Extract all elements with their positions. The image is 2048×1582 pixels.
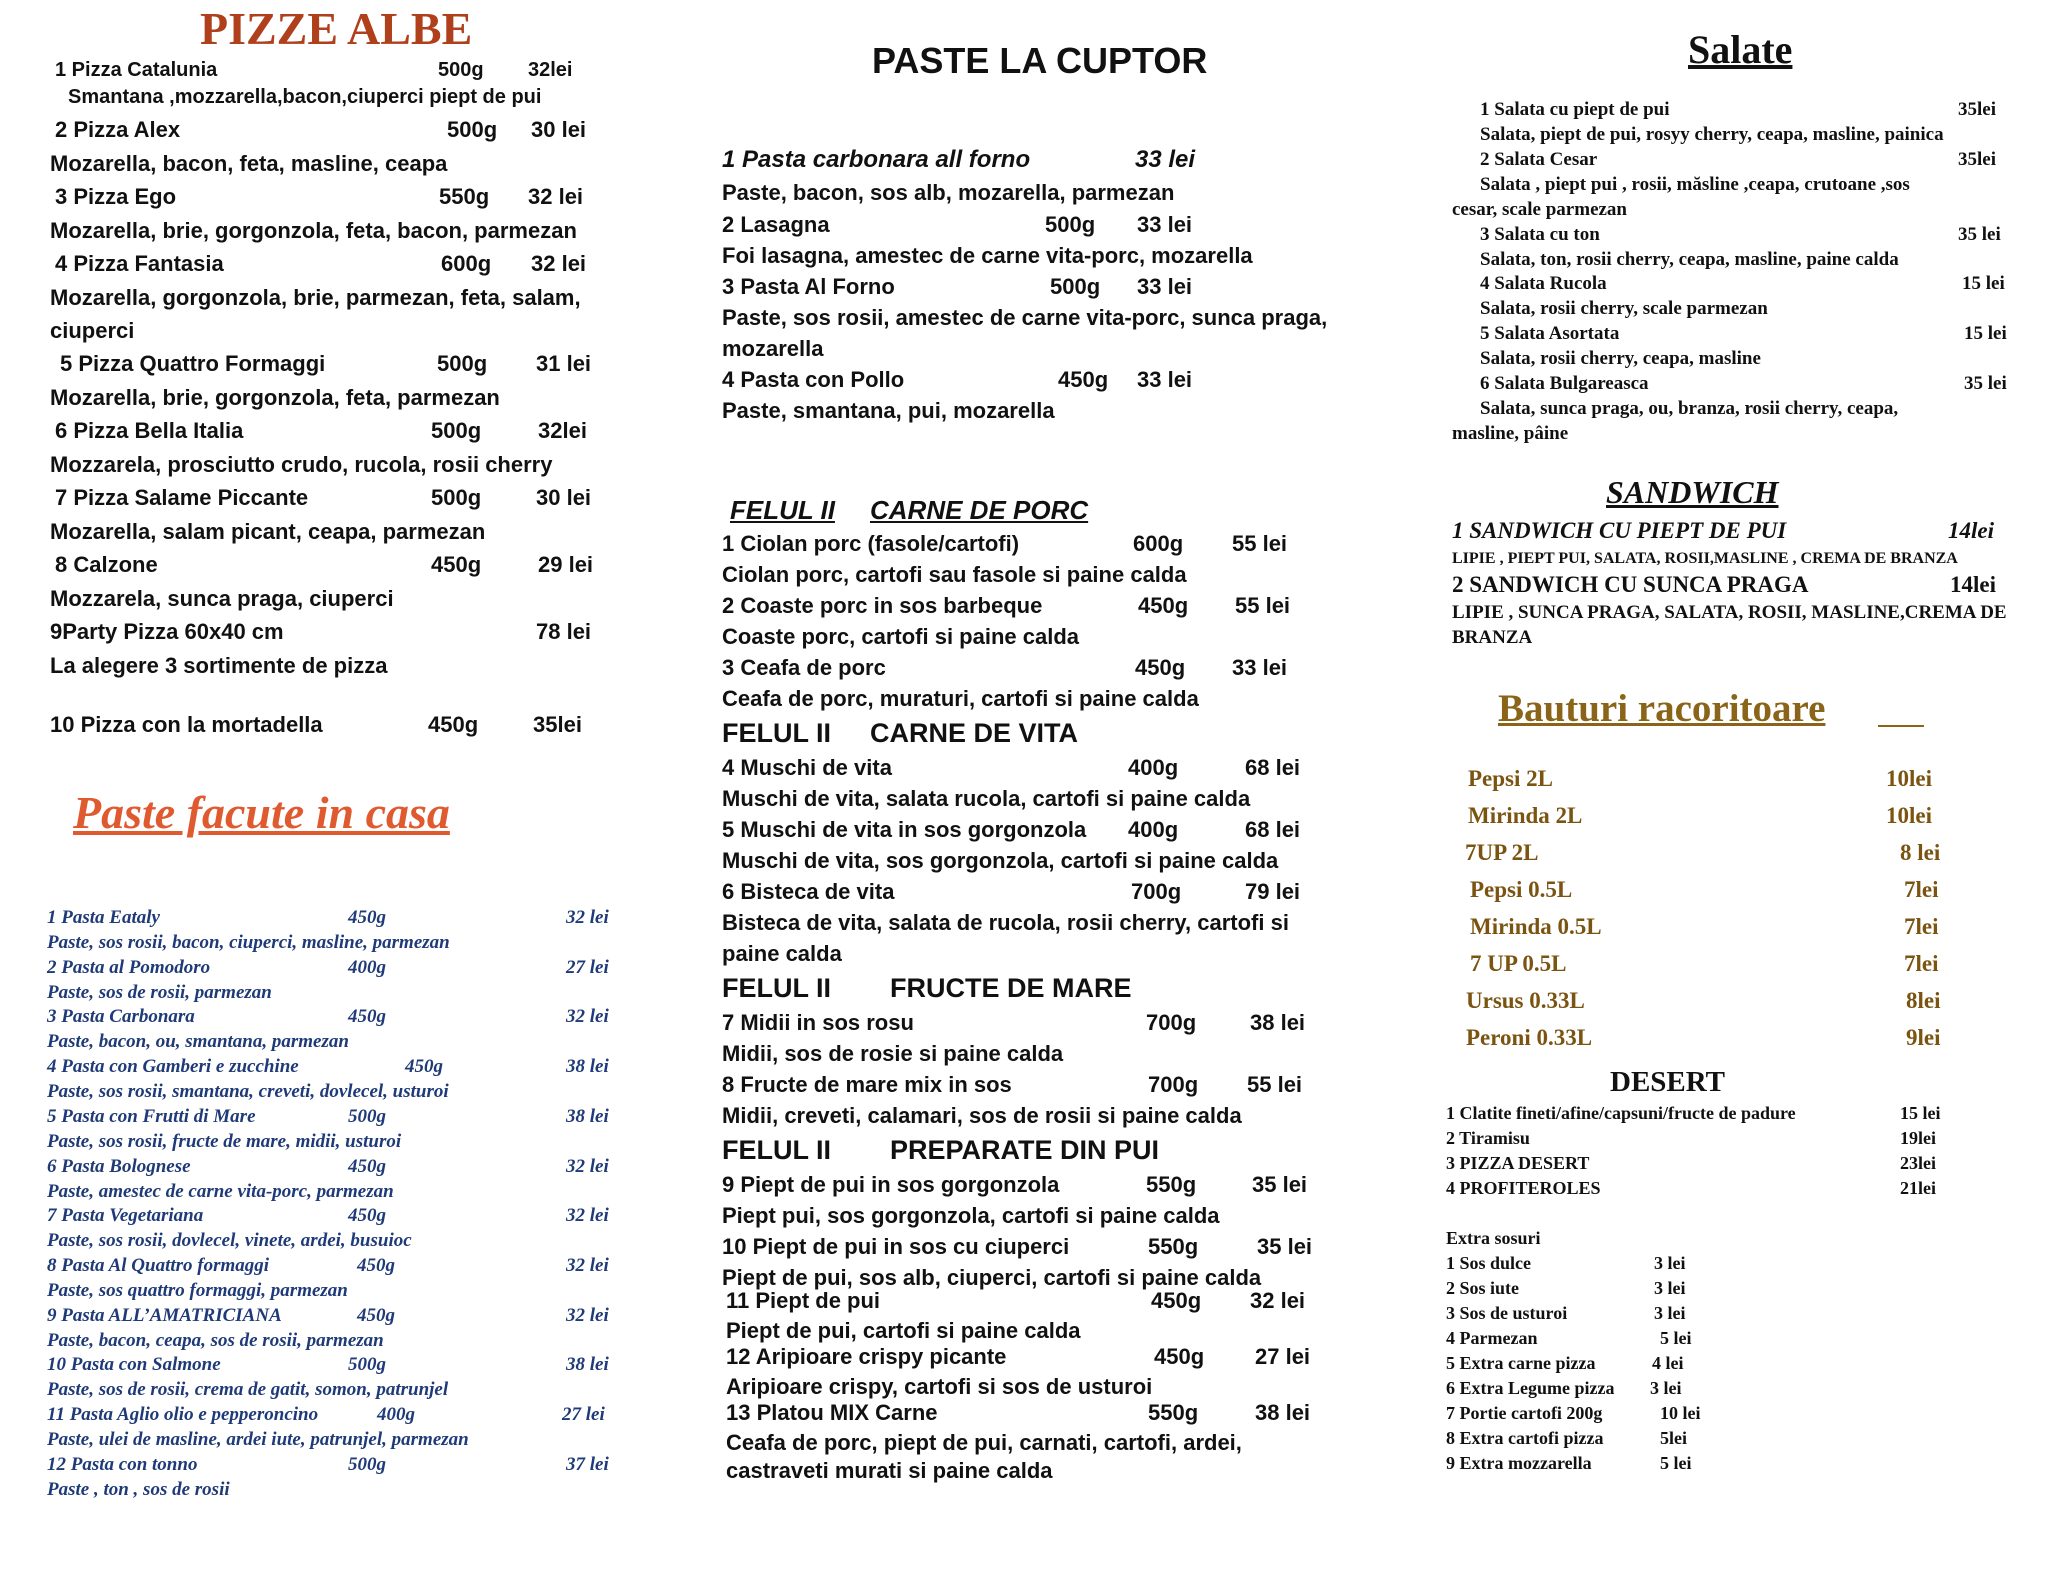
pasta-name: 1 Pasta Eataly — [47, 907, 160, 928]
pizza-desc: La alegere 3 sortimente de pizza — [50, 653, 388, 678]
cuptor-name: 3 Pasta Al Forno — [722, 274, 895, 299]
extra-title: Extra sosuri — [1446, 1228, 1541, 1248]
pasta-weight: 500g — [348, 1454, 386, 1475]
pizza-price: 30 lei — [531, 117, 587, 142]
dish-desc: Aripioare crispy, cartofi si sos de usturoi — [726, 1374, 1153, 1399]
dish-name: 3 Ceafa de porc — [722, 655, 886, 680]
cuptor-desc: Foi lasagna, amestec de carne vita-porc, mozarella — [722, 243, 1253, 268]
drink-name: Pepsi 0.5L — [1470, 877, 1573, 902]
cuptor-price: 33 lei — [1137, 367, 1193, 392]
salata-price: 35 lei — [1958, 224, 2001, 245]
pizza-desc: Mozarella, brie, gorgonzola, feta, bacon, parmezan — [50, 218, 577, 243]
salata-name: 1 Salata cu piept de pui — [1480, 99, 1670, 120]
salata-desc: masline, pâine — [1452, 423, 1569, 444]
pasta-price: 38 lei — [566, 1106, 609, 1127]
pizza-weight: 500g — [438, 59, 484, 81]
salata-price: 35lei — [1958, 149, 1996, 170]
dish-weight: 700g — [1131, 879, 1182, 904]
cuptor-desc: mozarella — [722, 336, 824, 361]
pasta-weight: 400g — [377, 1404, 415, 1425]
desert-name: 2 Tiramisu — [1446, 1128, 1530, 1148]
pasta-weight: 450g — [348, 907, 386, 928]
dish-price: 55 lei — [1247, 1072, 1303, 1097]
pizza-weight: 500g — [431, 418, 482, 443]
porc-title-a: FELUL II — [730, 495, 835, 525]
salata-price: 15 lei — [1964, 323, 2007, 344]
pizza-desc: Mozzarela, sunca praga, ciuperci — [50, 586, 394, 611]
pasta-name: 7 Pasta Vegetariana — [47, 1205, 204, 1226]
pui-title-b: PREPARATE DIN PUI — [890, 1135, 1160, 1165]
pizza-name: 10 Pizza con la mortadella — [50, 712, 323, 737]
pasta-price: 32 lei — [566, 1006, 609, 1027]
dish-weight: 600g — [1133, 531, 1184, 556]
dish-weight: 450g — [1154, 1344, 1205, 1369]
dish-name: 13 Platou MIX Carne — [726, 1400, 938, 1425]
dish-price: 38 lei — [1255, 1400, 1311, 1425]
desert-price: 15 lei — [1900, 1103, 1941, 1123]
cuptor-name: 1 Pasta carbonara all forno — [722, 146, 1031, 173]
pasta-name: 4 Pasta con Gamberi e zucchine — [47, 1056, 299, 1077]
pasta-name: 3 Pasta Carbonara — [47, 1006, 195, 1027]
drink-name: Mirinda 0.5L — [1470, 914, 1602, 939]
drink-name: 7 UP 0.5L — [1470, 951, 1567, 976]
cuptor-desc: Paste, bacon, sos alb, mozarella, parmezan — [722, 180, 1175, 205]
extra-name: 6 Extra Legume pizza — [1446, 1378, 1615, 1398]
pasta-price: 32 lei — [566, 907, 609, 928]
salata-desc: Salata, ton, rosii cherry, ceapa, masline, paine calda — [1480, 249, 1899, 270]
desert-title: DESERT — [1610, 1066, 1726, 1098]
dish-name: 7 Midii in sos rosu — [722, 1010, 914, 1035]
porc-title-b: CARNE DE PORC — [870, 495, 1089, 525]
drink-price: 7lei — [1904, 951, 1939, 976]
pizza-price: 35lei — [533, 712, 582, 737]
pasta-desc: Paste, sos quattro formaggi, parmezan — [47, 1280, 348, 1301]
pizza-price: 32 lei — [531, 251, 587, 276]
extra-price: 10 lei — [1660, 1403, 1701, 1423]
pizza-name: 9Party Pizza 60x40 cm — [50, 619, 284, 644]
pasta-weight: 450g — [405, 1056, 443, 1077]
pasta-name: 12 Pasta con tonno — [47, 1454, 198, 1475]
pasta-desc: Paste, amestec de carne vita-porc, parmezan — [47, 1181, 394, 1202]
pasta-price: 38 lei — [566, 1354, 609, 1375]
salata-desc: cesar, scale parmezan — [1452, 199, 1627, 220]
salata-name: 2 Salata Cesar — [1480, 149, 1598, 170]
dish-weight: 550g — [1148, 1400, 1199, 1425]
extra-price: 4 lei — [1652, 1353, 1684, 1373]
dish-price: 32 lei — [1250, 1288, 1306, 1313]
sandwich-desc: LIPIE , PIEPT PUI, SALATA, ROSII,MASLINE , CREMA DE BRANZA — [1452, 550, 1958, 567]
pizza-weight: 450g — [431, 552, 482, 577]
pasta-desc: Paste, sos rosii, fructe de mare, midii, usturoi — [47, 1131, 402, 1152]
dish-name: 4 Muschi de vita — [722, 755, 892, 780]
pasta-price: 27 lei — [562, 1404, 605, 1425]
desert-price: 23lei — [1900, 1153, 1936, 1173]
drink-price: 8lei — [1906, 988, 1941, 1013]
mare-title-b: FRUCTE DE MARE — [890, 973, 1132, 1003]
dish-price: 38 lei — [1250, 1010, 1306, 1035]
extra-name: 8 Extra cartofi pizza — [1446, 1428, 1604, 1448]
pasta-weight: 400g — [348, 957, 386, 978]
pasta-desc: Paste, sos rosii, bacon, ciuperci, masline, parmezan — [47, 932, 450, 953]
cuptor-title: PASTE LA CUPTOR — [872, 40, 1208, 81]
salata-name: 5 Salata Asortata — [1480, 323, 1620, 344]
dish-desc: Coaste porc, cartofi si paine calda — [722, 624, 1080, 649]
pizza-desc: Smantana ,mozzarella,bacon,ciuperci piept de pui — [68, 86, 542, 108]
dish-desc: Piept pui, sos gorgonzola, cartofi si paine calda — [722, 1203, 1220, 1228]
cuptor-name: 4 Pasta con Pollo — [722, 367, 905, 392]
dish-name: 12 Aripioare crispy picante — [726, 1344, 1007, 1369]
dish-price: 79 lei — [1245, 879, 1301, 904]
cuptor-weight: 500g — [1045, 212, 1096, 237]
pasta-weight: 450g — [348, 1006, 386, 1027]
dish-name: 5 Muschi de vita in sos gorgonzola — [722, 817, 1087, 842]
pasta-price: 32 lei — [566, 1305, 609, 1326]
dish-desc: Midii, sos de rosie si paine calda — [722, 1041, 1064, 1066]
dish-weight: 400g — [1128, 755, 1179, 780]
pasta-price: 32 lei — [566, 1205, 609, 1226]
dish-name: 6 Bisteca de vita — [722, 879, 895, 904]
pasta-desc: Paste, bacon, ceapa, sos de rosii, parmezan — [47, 1330, 384, 1351]
pasta-desc: Paste, sos rosii, smantana, creveti, dovlecel, usturoi — [47, 1081, 449, 1102]
extra-price: 3 lei — [1654, 1278, 1686, 1298]
pasta-weight: 450g — [348, 1205, 386, 1226]
dish-desc: Piept de pui, cartofi si paine calda — [726, 1318, 1081, 1343]
extra-price: 3 lei — [1654, 1303, 1686, 1323]
pasta-price: 38 lei — [566, 1056, 609, 1077]
pasta-name: 10 Pasta con Salmone — [47, 1354, 221, 1375]
salata-name: 6 Salata Bulgareasca — [1480, 373, 1649, 394]
dish-weight: 550g — [1148, 1234, 1199, 1259]
pasta-price: 27 lei — [566, 957, 609, 978]
dish-name: 2 Coaste porc in sos barbeque — [722, 593, 1043, 618]
pizza-weight: 600g — [441, 251, 492, 276]
extra-name: 9 Extra mozzarella — [1446, 1453, 1592, 1473]
salata-name: 4 Salata Rucola — [1480, 273, 1607, 294]
pizza-name: 3 Pizza Ego — [55, 184, 177, 209]
pasta-price: 32 lei — [566, 1156, 609, 1177]
pizza-desc: Mozarella, salam picant, ceapa, parmezan — [50, 519, 486, 544]
pizza-name: 1 Pizza Catalunia — [55, 59, 218, 81]
pizza-weight: 450g — [428, 712, 479, 737]
sandwich-desc: LIPIE , SUNCA PRAGA, SALATA, ROSII, MASLINE,CREMA DE — [1452, 602, 2007, 623]
salata-desc: Salata, rosii cherry, scale parmezan — [1480, 298, 1768, 319]
dish-desc: Piept de pui, sos alb, ciuperci, cartofi si paine calda — [722, 1265, 1262, 1290]
salata-desc: Salata, piept de pui, rosyy cherry, ceapa, masline, painica — [1480, 124, 1944, 145]
pizza-desc: Mozarella, bacon, feta, masline, ceapa — [50, 151, 448, 176]
cuptor-price: 33 lei — [1135, 146, 1196, 173]
cuptor-desc: Paste, sos rosii, amestec de carne vita-porc, sunca praga, — [722, 305, 1328, 330]
dish-price: 55 lei — [1232, 531, 1288, 556]
extra-name: 2 Sos iute — [1446, 1278, 1520, 1298]
pizza-price: 30 lei — [536, 485, 592, 510]
salata-price: 15 lei — [1962, 273, 2005, 294]
pui-title-a: FELUL II — [722, 1135, 832, 1165]
dish-desc: Ceafa de porc, muraturi, cartofi si paine calda — [722, 686, 1199, 711]
vita-title-a: FELUL II — [722, 718, 832, 748]
dish-price: 55 lei — [1235, 593, 1291, 618]
salata-price: 35 lei — [1964, 373, 2007, 394]
sandwich-name: 1 SANDWICH CU PIEPT DE PUI — [1452, 518, 1787, 543]
pasta-desc: Paste, sos de rosii, crema de gatit, somon, patrunjel — [47, 1379, 449, 1400]
dish-weight: 450g — [1135, 655, 1186, 680]
dish-weight: 700g — [1146, 1010, 1197, 1035]
dish-desc: Muschi de vita, sos gorgonzola, cartofi si paine calda — [722, 848, 1279, 873]
pizza-price: 31 lei — [536, 351, 592, 376]
dish-name: 9 Piept de pui in sos gorgonzola — [722, 1172, 1060, 1197]
extra-name: 7 Portie cartofi 200g — [1446, 1403, 1603, 1423]
pizza-price: 32lei — [528, 59, 573, 81]
dish-price: 35 lei — [1252, 1172, 1308, 1197]
salata-desc: Salata, sunca praga, ou, branza, rosii cherry, ceapa, — [1480, 398, 1899, 419]
salata-desc: Salata , piept pui , rosii, măsline ,ceapa, crutoane ,sos — [1480, 174, 1910, 195]
bauturi-title: Bauturi racoritoare — [1498, 687, 1826, 730]
dish-desc: Midii, creveti, calamari, sos de rosii si paine calda — [722, 1103, 1242, 1128]
desert-price: 21lei — [1900, 1178, 1936, 1198]
dish-price: 27 lei — [1255, 1344, 1311, 1369]
drink-name: Pepsi 2L — [1468, 766, 1553, 791]
pasta-name: 9 Pasta ALL’AMATRICIANA — [47, 1305, 282, 1326]
pasta-desc: Paste, sos de rosii, parmezan — [47, 982, 272, 1003]
dish-price: 68 lei — [1245, 755, 1301, 780]
pasta-desc: Paste, ulei de masline, ardei iute, patrunjel, parmezan — [47, 1429, 469, 1450]
pasta-name: 5 Pasta con Frutti di Mare — [47, 1106, 256, 1127]
dish-price: 68 lei — [1245, 817, 1301, 842]
dish-desc: Ceafa de porc, piept de pui, carnati, cartofi, ardei, — [726, 1430, 1242, 1455]
pasta-desc: Paste , ton , sos de rosii — [47, 1479, 230, 1500]
bauturi-underline-extension — [1878, 725, 1924, 727]
pasta-weight: 500g — [348, 1106, 386, 1127]
dish-name: 10 Piept de pui in sos cu ciuperci — [722, 1234, 1070, 1259]
pizza-desc: Mozarella, brie, gorgonzola, feta, parmezan — [50, 385, 500, 410]
pizza-weight: 500g — [447, 117, 498, 142]
dish-weight: 700g — [1148, 1072, 1199, 1097]
mare-title-a: FELUL II — [722, 973, 832, 1003]
pasta-price: 32 lei — [566, 1255, 609, 1276]
drink-price: 7lei — [1904, 914, 1939, 939]
paste-casa-title: Paste facute in casa — [73, 787, 450, 838]
pizza-name: 2 Pizza Alex — [55, 117, 181, 142]
dish-desc: castraveti murati si paine calda — [726, 1458, 1053, 1483]
drink-name: Ursus 0.33L — [1466, 988, 1585, 1013]
pizza-name: 5 Pizza Quattro Formaggi — [60, 351, 326, 376]
desert-name: 1 Clatite fineti/afine/capsuni/fructe de padure — [1446, 1103, 1796, 1123]
pasta-weight: 450g — [357, 1305, 395, 1326]
pasta-weight: 500g — [348, 1354, 386, 1375]
pizza-price: 78 lei — [536, 619, 592, 644]
pizza-weight: 500g — [431, 485, 482, 510]
pasta-name: 8 Pasta Al Quattro formaggi — [47, 1255, 270, 1276]
drink-price: 10lei — [1886, 766, 1932, 791]
cuptor-name: 2 Lasagna — [722, 212, 830, 237]
pasta-desc: Paste, sos rosii, dovlecel, vinete, ardei, busuioc — [47, 1230, 412, 1251]
pizza-desc: Mozarella, gorgonzola, brie, parmezan, feta, salam, — [50, 285, 581, 310]
salata-price: 35lei — [1958, 99, 1996, 120]
drink-name: Peroni 0.33L — [1466, 1025, 1593, 1050]
pizza-name: 4 Pizza Fantasia — [55, 251, 224, 276]
pizza-desc: Mozzarela, prosciutto crudo, rucola, rosii cherry — [50, 452, 553, 477]
dish-desc: paine calda — [722, 941, 842, 966]
salata-desc: Salata, rosii cherry, ceapa, masline — [1480, 348, 1761, 369]
drink-price: 8 lei — [1900, 840, 1941, 865]
drink-price: 9lei — [1906, 1025, 1941, 1050]
pizza-name: 8 Calzone — [55, 552, 158, 577]
cuptor-weight: 500g — [1050, 274, 1101, 299]
pizza-desc: ciuperci — [50, 318, 135, 343]
sandwich-name: 2 SANDWICH CU SUNCA PRAGA — [1452, 572, 1809, 597]
pasta-weight: 450g — [357, 1255, 395, 1276]
cuptor-desc: Paste, smantana, pui, mozarella — [722, 398, 1055, 423]
pizza-price: 32lei — [538, 418, 587, 443]
pasta-weight: 450g — [348, 1156, 386, 1177]
dish-weight: 450g — [1138, 593, 1189, 618]
dish-price: 33 lei — [1232, 655, 1288, 680]
vita-title-b: CARNE DE VITA — [870, 718, 1079, 748]
extra-name: 3 Sos de usturoi — [1446, 1303, 1568, 1323]
pasta-name: 2 Pasta al Pomodoro — [47, 957, 211, 978]
drink-name: 7UP 2L — [1465, 840, 1539, 865]
dish-desc: Ciolan porc, cartofi sau fasole si paine calda — [722, 562, 1187, 587]
sandwich-price: 14lei — [1948, 518, 1994, 543]
extra-price: 5lei — [1660, 1428, 1687, 1448]
cuptor-weight: 450g — [1058, 367, 1109, 392]
extra-name: 1 Sos dulce — [1446, 1253, 1532, 1273]
dish-desc: Muschi de vita, salata rucola, cartofi si paine calda — [722, 786, 1251, 811]
salata-name: 3 Salata cu ton — [1480, 224, 1600, 245]
dish-weight: 450g — [1151, 1288, 1202, 1313]
extra-price: 3 lei — [1654, 1253, 1686, 1273]
pizza-name: 7 Pizza Salame Piccante — [55, 485, 309, 510]
extra-price: 5 lei — [1660, 1453, 1692, 1473]
salate-title: Salate — [1688, 27, 1793, 72]
extra-price: 5 lei — [1660, 1328, 1692, 1348]
dish-desc: Bisteca de vita, salata de rucola, rosii cherry, cartofi si — [722, 910, 1289, 935]
pasta-desc: Paste, bacon, ou, smantana, parmezan — [47, 1031, 349, 1052]
dish-name: 11 Piept de pui — [726, 1288, 881, 1313]
cuptor-price: 33 lei — [1137, 212, 1193, 237]
pizza-price: 32 lei — [528, 184, 584, 209]
sandwich-price: 14lei — [1950, 572, 1996, 597]
pizza-weight: 550g — [439, 184, 490, 209]
dish-weight: 550g — [1146, 1172, 1197, 1197]
pizza-name: 6 Pizza Bella Italia — [55, 418, 244, 443]
drink-price: 7lei — [1904, 877, 1939, 902]
dish-name: 1 Ciolan porc (fasole/cartofi) — [722, 531, 1020, 556]
desert-name: 3 PIZZA DESERT — [1446, 1153, 1590, 1173]
extra-name: 4 Parmezan — [1446, 1328, 1538, 1348]
pizze-title: PIZZE ALBE — [200, 3, 473, 54]
cuptor-price: 33 lei — [1137, 274, 1193, 299]
pasta-name: 6 Pasta Bolognese — [47, 1156, 191, 1177]
extra-name: 5 Extra carne pizza — [1446, 1353, 1596, 1373]
sandwich-title: SANDWICH — [1606, 474, 1779, 510]
drink-name: Mirinda 2L — [1468, 803, 1583, 828]
pizza-price: 29 lei — [538, 552, 594, 577]
dish-name: 8 Fructe de mare mix in sos — [722, 1072, 1012, 1097]
dish-price: 35 lei — [1257, 1234, 1313, 1259]
dish-weight: 400g — [1128, 817, 1179, 842]
extra-price: 3 lei — [1650, 1378, 1682, 1398]
desert-name: 4 PROFITEROLES — [1446, 1178, 1601, 1198]
sandwich-desc: BRANZA — [1452, 627, 1533, 648]
drink-price: 10lei — [1886, 803, 1932, 828]
pizza-weight: 500g — [437, 351, 488, 376]
pasta-price: 37 lei — [566, 1454, 609, 1475]
pasta-name: 11 Pasta Aglio olio e pepperoncino — [47, 1404, 319, 1425]
desert-price: 19lei — [1900, 1128, 1936, 1148]
